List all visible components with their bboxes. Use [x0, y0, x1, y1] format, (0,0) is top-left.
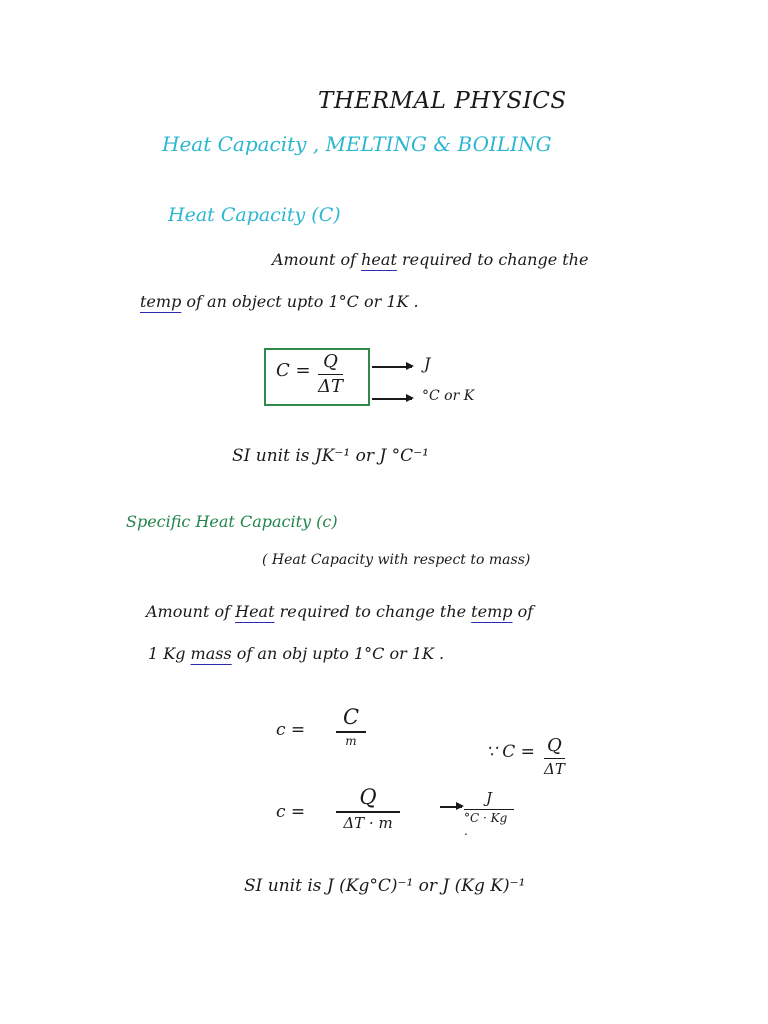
arrow-right-icon [440, 806, 462, 808]
formula-denominator: ΔT [318, 376, 344, 398]
text-fragment: of [512, 602, 534, 621]
specific-heat-si-unit: SI unit is J (Kg°C)⁻¹ or J (Kg K)⁻¹ [244, 876, 526, 896]
equation2-fraction [336, 786, 400, 831]
formula-numerator: Q [323, 351, 338, 372]
underlined-word-temp: temp [140, 292, 182, 311]
formula-lhs: C = [276, 360, 311, 381]
heat-capacity-si-unit: SI unit is JK⁻¹ or J °C⁻¹ [232, 446, 429, 466]
fraction-bar [464, 809, 514, 811]
equation1-numerator: C [342, 705, 360, 729]
because-numerator: Q [547, 735, 562, 756]
heat-capacity-definition-line1 [272, 250, 588, 269]
equation2-unit-denominator: °C · Kg . [464, 811, 508, 839]
arrow-right-icon [372, 366, 412, 368]
unit-numerator: J [424, 354, 431, 373]
text-fragment: Amount of [272, 250, 362, 269]
unit-denominator: °C or K [422, 388, 475, 404]
equation1-fraction [336, 706, 366, 748]
underlined-word-heat: Heat [235, 602, 275, 621]
text-fragment: of an object upto 1°C or 1K . [181, 292, 419, 311]
fraction-bar [318, 374, 343, 376]
arrow-right-icon [372, 398, 412, 400]
specific-heat-definition-line2 [148, 644, 444, 663]
text-fragment: required to change the [396, 250, 589, 269]
equation2-numerator: Q [359, 785, 377, 809]
heat-capacity-heading: Heat Capacity (C) [168, 204, 341, 226]
equation1-denominator: m [345, 733, 357, 748]
text-fragment: required to change the [274, 602, 472, 621]
underlined-word-mass: mass [190, 644, 232, 663]
underlined-word-heat: heat [361, 250, 397, 269]
specific-heat-definition-line1 [146, 602, 533, 621]
equation1-lhs: c = [276, 720, 306, 740]
specific-heat-note: ( Heat Capacity with respect to mass) [262, 552, 531, 568]
heat-capacity-definition-line2 [140, 292, 419, 311]
fraction-bar [336, 731, 366, 733]
underlined-word-temp: temp [471, 602, 513, 621]
fraction-bar [544, 758, 565, 760]
text-fragment: 1 Kg [148, 644, 191, 663]
specific-heat-heading: Specific Heat Capacity (c) [126, 512, 338, 531]
formula-fraction [318, 352, 343, 397]
text-fragment: of an obj upto 1°C or 1K . [231, 644, 445, 663]
because-fraction [544, 736, 565, 778]
equation2-unit-fraction [464, 790, 514, 838]
because-denominator: ΔT [544, 760, 565, 779]
equation2-lhs: c = [276, 802, 306, 822]
page-title: THERMAL PHYSICS [318, 88, 567, 114]
because-prefix: ∵ C = [486, 742, 535, 762]
equation2-denominator: ΔT · m [343, 813, 393, 832]
equation2-unit-numerator: J [485, 789, 492, 807]
page-subtitle: Heat Capacity , MELTING & BOILING [162, 132, 552, 156]
text-fragment: Amount of [146, 602, 236, 621]
fraction-bar [336, 811, 400, 813]
